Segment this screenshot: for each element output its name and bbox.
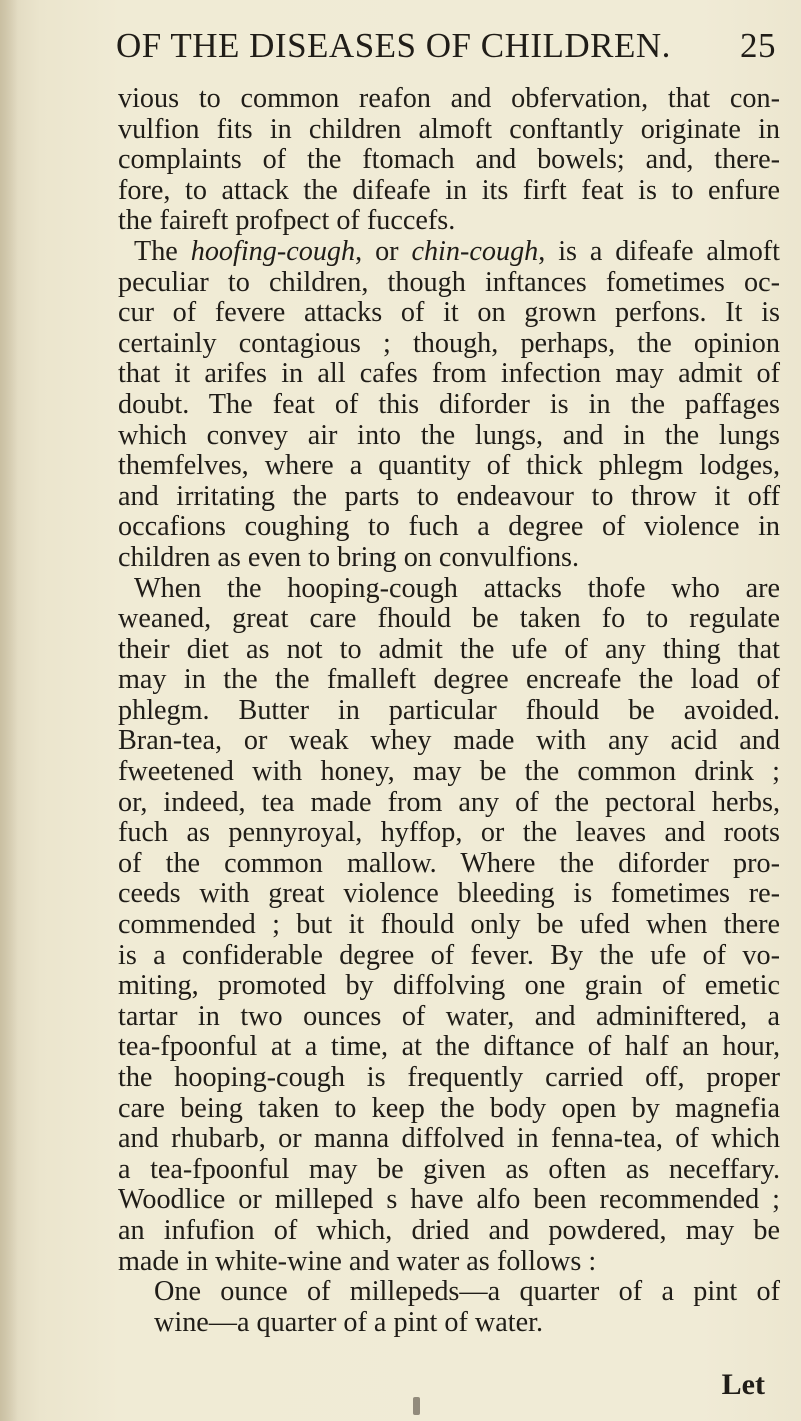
- text-line: [118, 941, 780, 972]
- text-line: [118, 604, 780, 635]
- text-line: [118, 1155, 780, 1186]
- text-segment: fore, to attack the difeafe in its firft feat is to enfure: [118, 174, 780, 206]
- text-line: [118, 145, 780, 176]
- text-segment: cur of fevere attacks of it on grown perfons. It is: [118, 297, 780, 329]
- text-segment: tea-fpoonful at a time, at the diftance of half an hour,: [118, 1031, 780, 1063]
- catchword: Let: [721, 1368, 765, 1401]
- text-segment: Bran-tea, or weak whey made with any acid and: [118, 725, 780, 757]
- text-segment: the faireft profpect of fuccefs.: [118, 205, 456, 237]
- text-line: [118, 1002, 780, 1033]
- italic-term: hoofing-cough: [190, 235, 356, 267]
- text-segment: an infufion of which, dried and powdered, may be: [118, 1214, 780, 1246]
- text-segment: ceeds with great violence bleeding is fometimes re-: [118, 878, 780, 910]
- text-segment: doubt. The feat of this diforder is in the paffages: [118, 388, 780, 420]
- text-line: [118, 421, 780, 452]
- text-line: [118, 84, 780, 115]
- body-text: [118, 84, 780, 1338]
- text-segment: tartar in two ounces of water, and adminiftered, a: [118, 1000, 780, 1032]
- text-line: [118, 298, 780, 329]
- text-line: [118, 665, 780, 696]
- text-segment: miting, promoted by diffolving one grain of emetic: [118, 970, 780, 1002]
- text-line: [118, 726, 780, 757]
- text-segment: occafions coughing to fuch a degree of violence in: [118, 511, 780, 543]
- text-segment: may in the the fmalleft degree encreafe the load of: [118, 664, 780, 696]
- text-segment: commended ; but it fhould only be ufed when there: [118, 909, 780, 941]
- text-line: [118, 1124, 780, 1155]
- text-line: [118, 512, 780, 543]
- printer-mark-icon: [413, 1397, 420, 1415]
- text-line: [118, 818, 780, 849]
- text-line: [118, 206, 780, 237]
- text-segment: fuch as pennyroyal, hyffop, or the leaves and roots: [118, 817, 780, 849]
- text-segment: peculiar to children, though inftances fometimes oc-: [118, 266, 780, 298]
- text-line: [118, 176, 780, 207]
- text-segment: fweetened with honey, may be the common drink ;: [118, 756, 780, 788]
- text-segment: or, indeed, tea made from any of the pectoral herbs,: [118, 786, 780, 818]
- text-segment: vious to common reafon and obfervation, that con-: [118, 83, 780, 114]
- italic-term: chin-cough: [411, 235, 539, 267]
- text-line: [118, 788, 780, 819]
- text-segment: their diet as not to admit the ufe of any thing that: [118, 633, 780, 665]
- text-line: [118, 390, 780, 421]
- text-segment: certainly contagious ; though, perhaps, the opinion: [118, 327, 780, 359]
- text-line: [118, 1308, 780, 1339]
- text-segment: a tea-fpoonful may be given as often as neceffary.: [118, 1153, 780, 1185]
- text-segment: and rhubarb, or manna diffolved in fenna-tea, of which: [118, 1123, 780, 1155]
- text-segment: wine—a quarter of a pint of water.: [154, 1306, 543, 1338]
- running-head-title: OF THE DISEASES OF CHILDREN.: [116, 26, 671, 65]
- text-segment: that it arifes in all cafes from infection may admit of: [118, 358, 780, 390]
- text-segment: which convey air into the lungs, and in the lungs: [118, 419, 780, 451]
- text-segment: the hooping-cough is frequently carried off, proper: [118, 1062, 780, 1093]
- text-line: [118, 359, 780, 390]
- text-segment: themfelves, where a quantity of thick phlegm lodges,: [118, 450, 780, 482]
- text-line: [118, 268, 780, 299]
- text-line: [118, 543, 780, 574]
- running-head: [116, 26, 776, 76]
- text-line: [118, 971, 780, 1002]
- text-line: [118, 757, 780, 788]
- text-line: [118, 1032, 780, 1063]
- text-line: [118, 574, 780, 605]
- text-segment: The: [134, 235, 191, 267]
- text-segment: complaints of the ftomach and bowels; and, there-: [118, 144, 780, 176]
- text-line: [118, 1247, 780, 1278]
- text-line: [118, 910, 780, 941]
- text-line: [118, 482, 780, 513]
- text-segment: , or: [355, 235, 412, 267]
- text-segment: When the hooping-cough attacks thofe who are: [134, 572, 780, 604]
- text-line: [118, 1185, 780, 1216]
- text-segment: , is a difeafe almoft: [538, 235, 781, 267]
- text-line: [118, 329, 780, 360]
- text-segment: made in white-wine and water as follows :: [118, 1245, 597, 1277]
- page-number: 25: [740, 26, 776, 65]
- text-line: [118, 635, 780, 666]
- text-line: [118, 237, 780, 268]
- text-line: [118, 1063, 780, 1094]
- text-line: [118, 849, 780, 880]
- text-segment: of the common mallow. Where the diforder pro-: [118, 847, 780, 879]
- text-segment: children as even to bring on convulfions.: [118, 541, 580, 573]
- text-line: [118, 115, 780, 146]
- text-segment: phlegm. Butter in particular fhould be avoided.: [118, 694, 780, 726]
- text-segment: One ounce of millepeds—a quarter of a pint of: [154, 1276, 780, 1308]
- text-segment: is a confiderable degree of fever. By the ufe of vo-: [118, 939, 780, 971]
- text-line: [118, 879, 780, 910]
- text-line: [118, 451, 780, 482]
- text-segment: vulfion fits in children almoft conftantly originate in: [118, 113, 780, 145]
- text-segment: care being taken to keep the body open by magnefia: [118, 1092, 780, 1124]
- text-segment: weaned, great care fhould be taken fo to regulate: [118, 603, 780, 635]
- text-segment: and irritating the parts to endeavour to throw it off: [118, 480, 780, 512]
- text-line: [118, 1277, 780, 1308]
- page-gutter-shadow: [0, 0, 18, 1421]
- text-line: [118, 1216, 780, 1247]
- text-line: [118, 1094, 780, 1125]
- text-segment: Woodlice or milleped s have alfo been recommended ;: [118, 1184, 780, 1216]
- text-line: [118, 696, 780, 727]
